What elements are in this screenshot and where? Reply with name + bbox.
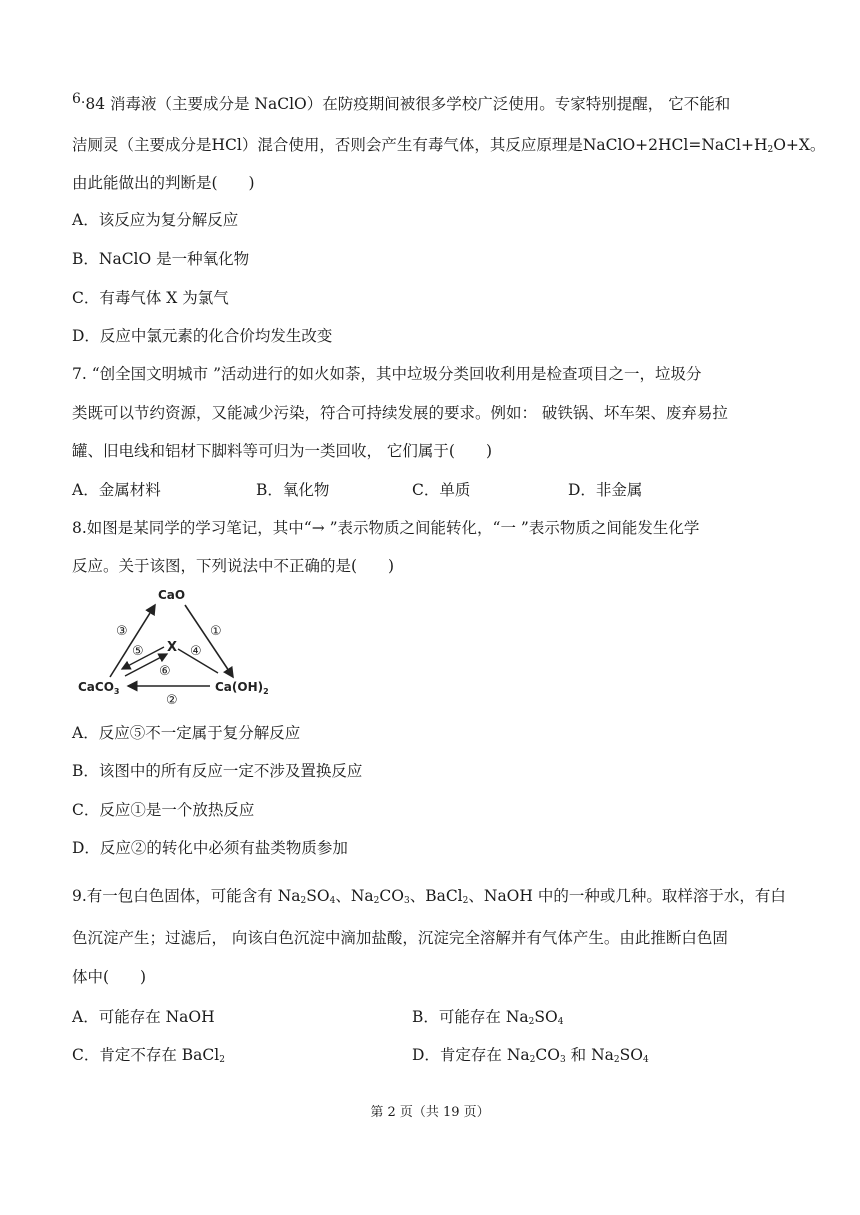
q6-option-a: A．该反应为复分解反应 bbox=[72, 211, 239, 229]
q8-option-b: B．该图中的所有反应一定不涉及置换反应 bbox=[72, 762, 363, 780]
q9-t5: 、BaCl bbox=[409, 887, 463, 905]
q7-option-d: D．非金属 bbox=[568, 481, 643, 499]
q7-option-c: C．单质 bbox=[412, 481, 471, 499]
q9-option-b bbox=[412, 1007, 563, 1032]
q9-s2: 4 bbox=[329, 896, 336, 906]
q9-line1 bbox=[72, 886, 786, 911]
q9-t2: SO bbox=[306, 887, 330, 905]
label-r2: ② bbox=[166, 693, 178, 708]
q6-line3: 由此能做出的判断是( ) bbox=[72, 174, 255, 192]
q7-line2: 类既可以节约资源，又能减少污染，符合可持续发展的要求。例如： 破铁锅、坏车架、废弃易拉 bbox=[72, 404, 728, 422]
q9-b-t1: B．可能存在 Na bbox=[412, 1008, 529, 1026]
label-x: X bbox=[167, 640, 178, 655]
q6-line2 bbox=[72, 135, 825, 160]
q9-d-t1: D．肯定存在 Na bbox=[412, 1046, 530, 1064]
label-cao: CaO bbox=[158, 588, 186, 602]
q6-number: 6. bbox=[72, 91, 86, 107]
label-r6: ⑥ bbox=[159, 664, 171, 679]
q6-line1-text: 84 消毒液（主要成分是 NaClO）在防疫期间被很多学校广泛使用。专家特别提醒， 它不能和 bbox=[85, 95, 731, 113]
label-caco3: CaCO$_3$ bbox=[78, 680, 120, 696]
q9-d-t3: 和 Na bbox=[565, 1046, 614, 1064]
q9-b-s2: 4 bbox=[557, 1017, 564, 1027]
q6-line1 bbox=[72, 91, 731, 115]
q8-option-c: C．反应①是一个放热反应 bbox=[72, 801, 255, 819]
q8-line2: 反应。关于该图，下列说法中不正确的是( ) bbox=[72, 557, 395, 575]
q9-d-s4: 4 bbox=[642, 1055, 649, 1065]
q9-s4: 3 bbox=[403, 896, 410, 906]
label-r1: ① bbox=[210, 624, 222, 639]
q8-option-a: A．反应⑤不一定属于复分解反应 bbox=[72, 724, 301, 742]
q9-d-t2: CO bbox=[535, 1046, 560, 1064]
q9-c-t1: C．肯定不存在 BaCl bbox=[72, 1046, 220, 1064]
q7-line3: 罐、旧电线和铝材下脚料等可归为一类回收， 它们属于( ) bbox=[72, 442, 493, 460]
q9-s5: 2 bbox=[462, 896, 469, 906]
conversion-diagram bbox=[70, 585, 280, 710]
q9-s1: 2 bbox=[300, 896, 307, 906]
q9-d-t4: SO bbox=[619, 1046, 643, 1064]
label-r4: ④ bbox=[190, 644, 202, 659]
label-caoh2: $Ca(OH)_2$ bbox=[215, 680, 269, 696]
q6-option-d: D．反应中氯元素的化合价均发生改变 bbox=[72, 327, 333, 345]
q9-line2: 色沉淀产生；过滤后， 向该白色沉淀中滴加盐酸，沉淀完全溶解并有气体产生。由此推断白色固 bbox=[72, 929, 728, 947]
q9-b-t2: SO bbox=[534, 1008, 558, 1026]
q9-option-d bbox=[412, 1045, 649, 1070]
q9-line3: 体中( ) bbox=[72, 968, 147, 986]
q9-d-s3: 2 bbox=[613, 1055, 620, 1065]
q8-option-d: D．反应②的转化中必须有盐类物质参加 bbox=[72, 839, 348, 857]
q9-option-c bbox=[72, 1045, 225, 1070]
q9-option-a: A．可能存在 NaOH bbox=[72, 1008, 215, 1026]
q9-d-s2: 3 bbox=[559, 1055, 566, 1065]
arrow-r3 bbox=[110, 605, 155, 677]
q6-option-c: C．有毒气体 X 为氯气 bbox=[72, 289, 229, 307]
q9-t6: 、NaOH 中的一种或几种。取样溶于水，有白 bbox=[468, 887, 786, 905]
label-r3: ③ bbox=[116, 624, 128, 639]
arrow-r1 bbox=[185, 605, 233, 677]
page-footer: 第 2 页（共 19 页） bbox=[370, 1105, 490, 1120]
q9-d-s1: 2 bbox=[529, 1055, 536, 1065]
q8-line1: 8.如图是某同学的学习笔记，其中“→ ”表示物质之间能转化，“一 ”表示物质之间能发生化学 bbox=[72, 519, 700, 537]
q9-c-s1: 2 bbox=[219, 1055, 225, 1065]
q7-line1: 7. “创全国文明城市 ”活动进行的如火如荼，其中垃圾分类回收利用是检查项目之一，垃圾分 bbox=[72, 365, 702, 383]
q9-b-s1: 2 bbox=[528, 1017, 535, 1027]
q6-line2-end: O+X。 bbox=[773, 136, 826, 154]
q7-option-a: A．金属材料 bbox=[72, 481, 161, 499]
q9-s3: 2 bbox=[373, 896, 380, 906]
q6-option-b: B．NaClO 是一种氧化物 bbox=[72, 250, 250, 268]
q9-t1: 9.有一包白色固体，可能含有 Na bbox=[72, 887, 301, 905]
q6-line2-sub: 2 bbox=[767, 145, 774, 155]
q9-t3: 、Na bbox=[335, 887, 374, 905]
q6-line2-text: 洁厕灵（主要成分是HCl）混合使用，否则会产生有毒气体，其反应原理是NaClO+2HCl=NaCl+H bbox=[72, 136, 768, 154]
q9-t4: CO bbox=[379, 887, 404, 905]
label-r5: ⑤ bbox=[132, 644, 144, 659]
q7-option-b: B．氧化物 bbox=[256, 481, 330, 499]
